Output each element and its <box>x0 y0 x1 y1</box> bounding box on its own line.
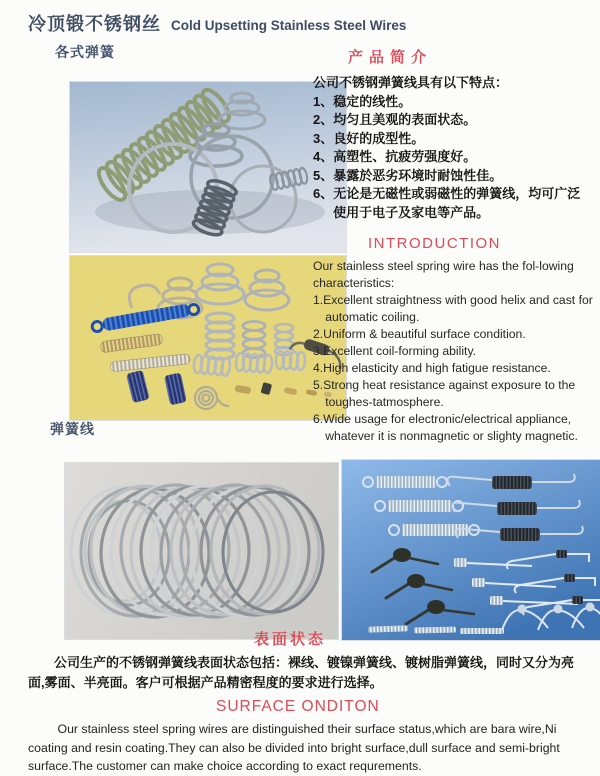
page-title-chinese: 冷顶锻不锈钢丝 <box>28 14 161 34</box>
introduction-heading: INTRODUCTION <box>368 235 501 252</box>
introduction-item: 2.Uniform & beautiful surface condition. <box>313 327 526 341</box>
introduction-item: 6.Wide usage for electronic/electrical appliance, whatever it is nonmagnetic or slighty magnetic. <box>313 412 578 443</box>
spring-collection-photo <box>70 256 346 420</box>
introduction-item: 5.Strong heat resistance against exposure to the toughes-tatmosphere. <box>313 378 576 409</box>
introduction-item: 1.Excellent straightness with good helix and cast for automatic coiling. <box>313 293 593 324</box>
product-feature-item: 3、良好的成型性。 <box>313 130 425 146</box>
spring-wire-section-label: 弹簧线 <box>50 421 95 437</box>
product-feature-item: 4、高塑性、抗疲劳强度好。 <box>313 149 477 164</box>
surface-condition-section <box>28 628 589 776</box>
product-intro-lead: 公司不锈钢弹簧线具有以下特点： <box>313 75 509 90</box>
introduction-item: 4.High elasticity and high fatigue resistance. <box>313 361 551 375</box>
product-feature-item: 1、稳定的线性。 <box>313 93 412 109</box>
product-intro-heading: 产品简介 <box>348 49 433 66</box>
surface-condition-heading-english: SURFACE ONDITON <box>216 698 380 715</box>
surface-condition-paragraph-english: Our stainless steel spring wires are distinguished their surface status,which are bara wire,Ni coating and resin coating.They can also be divided into bright surface,dull surface and semi-bright surface.The customer can make choice according to exact requrements. <box>28 722 560 773</box>
introduction-item: 3.Excellent coil-forming ability. <box>313 344 477 358</box>
extension-springs-photo <box>342 460 600 640</box>
page-title-english: Cold Upsetting Stainless Steel Wires <box>171 18 407 33</box>
product-feature-item: 6、无论是无磁性或弱磁性的弹簧线，均可广泛使用于电子及家电等产品。 <box>313 186 581 220</box>
wire-coils-photo <box>65 463 338 639</box>
product-feature-item: 5、暴露於恶劣环境时耐蚀性佳。 <box>313 167 503 183</box>
product-intro-column <box>313 46 593 445</box>
surface-condition-paragraph-chinese: 公司生产的不锈钢弹簧线表面状态包括：裸线、镀镍弹簧线、镀树脂弹簧线，同时又分为亮面,雾面、半亮面。客户可根据产品精密程度的要求进行选择。 <box>28 655 575 690</box>
springs-section-label: 各式弹簧 <box>55 44 115 60</box>
assorted-springs-photo <box>70 82 346 252</box>
introduction-lead: Our stainless steel spring wire has the fol-lowing characteristics: <box>313 259 574 290</box>
page-header <box>28 10 406 36</box>
product-feature-item: 2、均匀且美观的表面状态。 <box>313 112 477 127</box>
surface-condition-heading-chinese: 表面状态 <box>254 631 327 648</box>
